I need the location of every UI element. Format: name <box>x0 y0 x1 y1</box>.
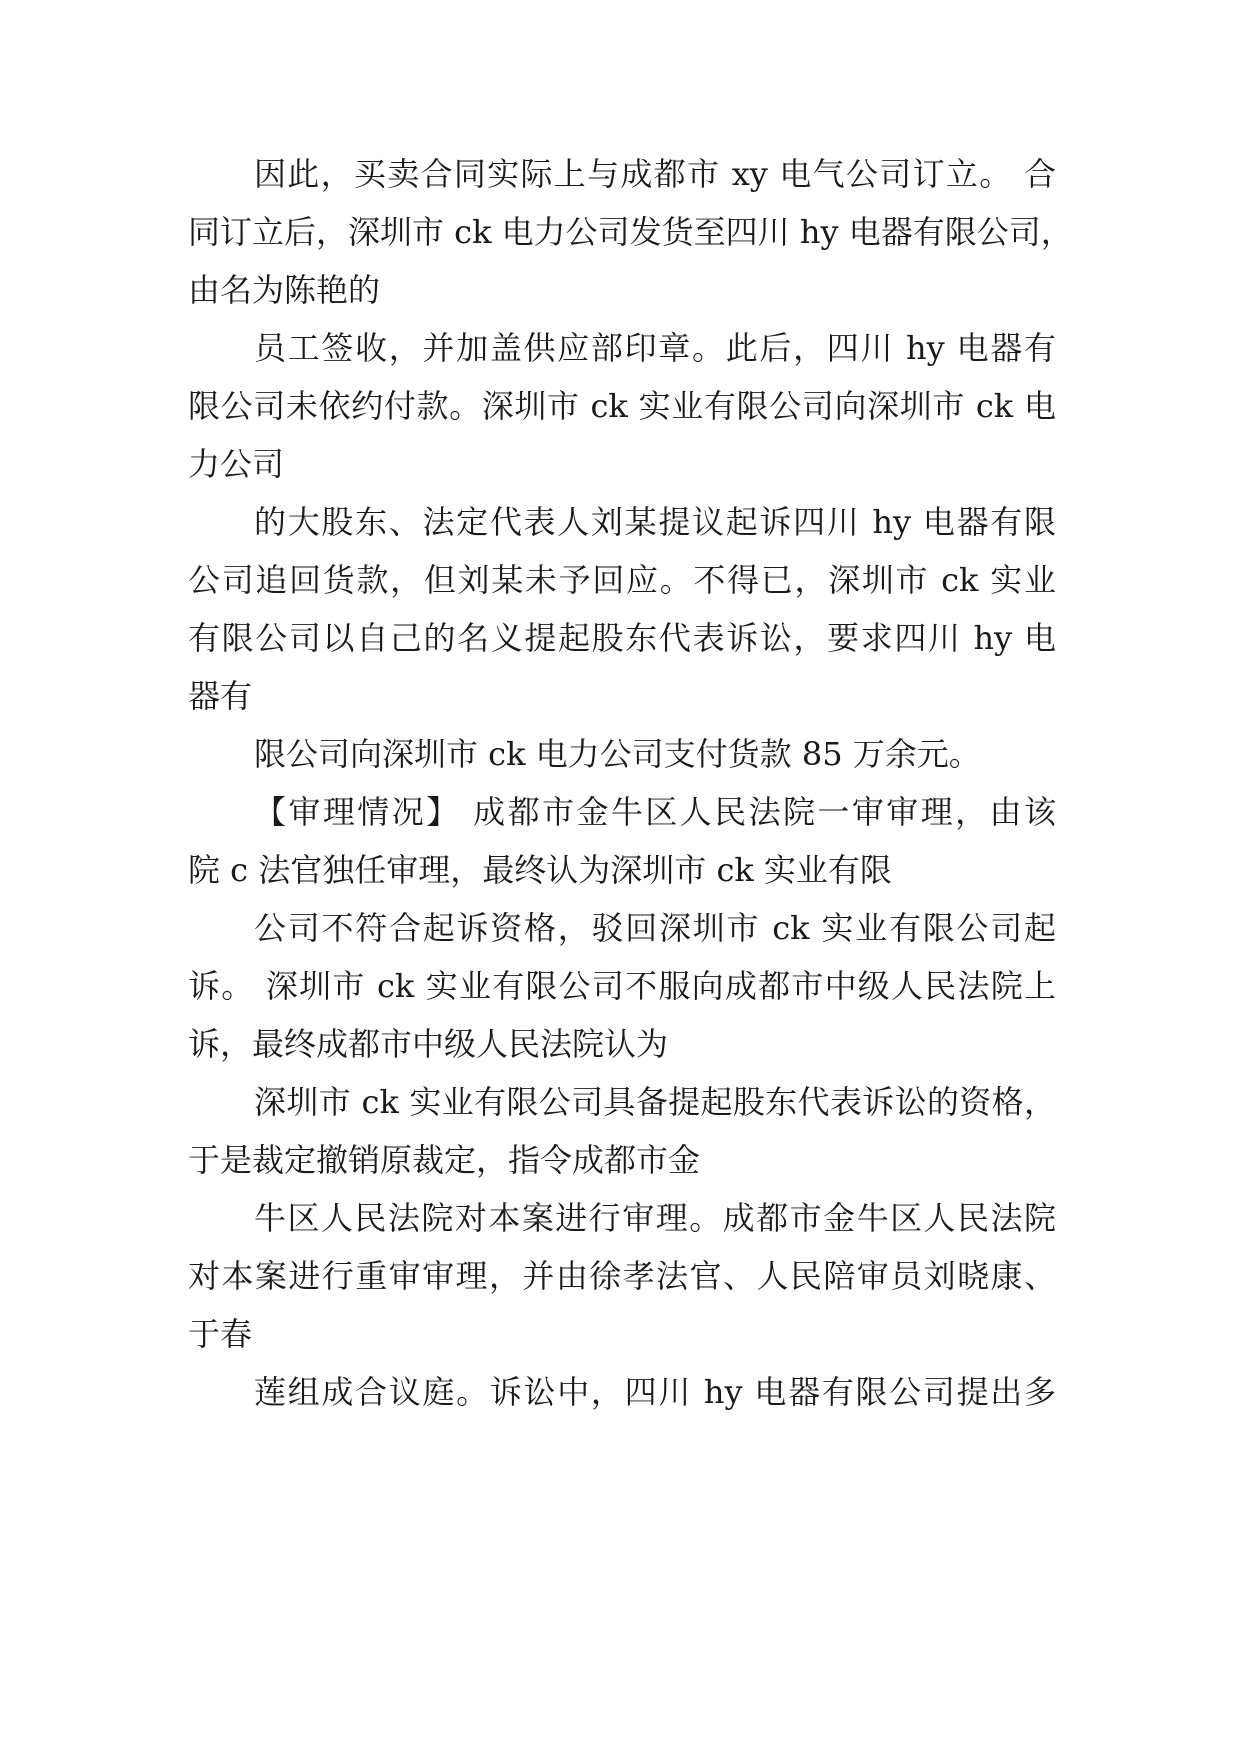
text-line: 的大股东、法定代表人刘某提议起诉四川 hy 电器有限 <box>254 503 1056 541</box>
text-line: 器有 <box>188 677 253 715</box>
text-line: 院 c 法官独任审理，最终认为深圳市 ck 实业有限 <box>188 851 892 889</box>
text-line: 限公司未依约付款。深圳市 ck 实业有限公司向深圳市 ck 电 <box>188 387 1056 425</box>
text-line: 于春 <box>188 1315 253 1353</box>
text-line: 因此，买卖合同实际上与成都市 xy 电气公司订立。 合 <box>254 155 1056 193</box>
text-line: 限公司向深圳市 ck 电力公司支付货款 85 万余元。 <box>254 735 981 773</box>
text-line: 诉，最终成都市中级人民法院认为 <box>188 1025 669 1063</box>
text-line: 对本案进行重审审理，并由徐孝法官、人民陪审员刘晓康、 <box>188 1257 1056 1295</box>
text-line: 公司追回货款，但刘某未予回应。不得已，深圳市 ck 实业 <box>188 561 1056 599</box>
text-line: 力公司 <box>188 445 285 483</box>
text-line: 牛区人民法院对本案进行审理。成都市金牛区人民法院 <box>254 1199 1056 1237</box>
text-line: 同订立后，深圳市 ck 电力公司发货至四川 hy 电器有限公司， <box>188 213 1073 251</box>
text-line: 员工签收，并加盖供应部印章。此后，四川 hy 电器有 <box>254 329 1056 367</box>
text-line: 于是裁定撤销原裁定，指令成都市金 <box>188 1141 701 1179</box>
text-line: 【审理情况】 成都市金牛区人民法院一审审理，由该 <box>254 793 1056 831</box>
text-line: 深圳市 ck 实业有限公司具备提起股东代表诉讼的资格， <box>254 1083 1056 1121</box>
text-line: 有限公司以自己的名义提起股东代表诉讼，要求四川 hy 电 <box>188 619 1056 657</box>
text-line: 莲组成合议庭。诉讼中，四川 hy 电器有限公司提出多 <box>254 1373 1056 1411</box>
text-line: 由名为陈艳的 <box>188 271 381 309</box>
text-line: 诉。 深圳市 ck 实业有限公司不服向成都市中级人民法院上 <box>188 967 1056 1005</box>
text-line: 公司不符合起诉资格，驳回深圳市 ck 实业有限公司起 <box>254 909 1056 947</box>
